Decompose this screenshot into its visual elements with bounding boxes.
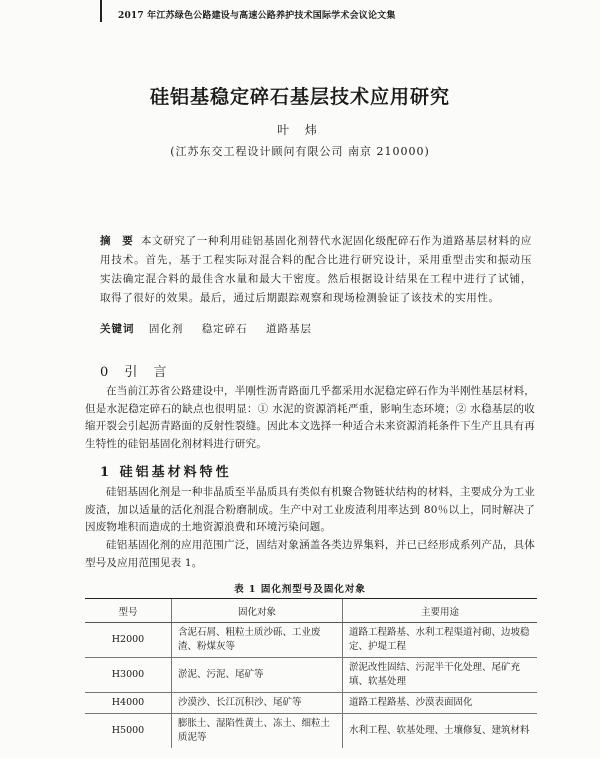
table-cell: 淤泥、污泥、尾矿等 [172, 658, 343, 693]
body-paragraph [85, 484, 535, 537]
body-paragraph [85, 537, 535, 572]
table-cell: 膨胀土、湿陷性黄土、冻土、细粒土质泥等 [172, 714, 343, 749]
table-cell: H2000 [85, 623, 172, 658]
table-row [85, 658, 537, 693]
table-cell: 道路工程路基、水利工程渠道衬砌、边坡稳定、护堤工程 [343, 623, 538, 658]
section-heading-intro: 0 引 言 [100, 365, 173, 380]
paragraph-text: 在当前江苏省公路建设中，半刚性沥青路面几乎都采用水泥稳定碎石作为半刚性基层材料，但是水泥稳定碎石的缺点也很明显：① 水泥的资源消耗严重，影响生态环境；② 水稳基层的收缩开裂会引起沥青路面的反射性裂缝。因此本文选择一种适合未来资源消耗条件下生产且具有再生特性的硅铝基固化剂材料进行研究。 [85, 385, 535, 450]
table-cell: 淤泥改性固结、污泥半干化处理、尾矿充填、软基处理 [343, 658, 538, 693]
section-heading-materials: 1 硅铝基材料特性 [100, 465, 232, 480]
column-header: 固化对象 [172, 599, 343, 623]
table-cell: 道路工程路基、沙漠表面固化 [343, 693, 538, 714]
table-cell: H4000 [85, 693, 172, 714]
column-header: 主要用途 [343, 599, 538, 623]
keyword-item: 道路基层 [266, 323, 313, 335]
abstract-label: 摘 要 [100, 235, 137, 247]
column-header: 型号 [85, 599, 172, 623]
keyword-item: 固化剂 [148, 323, 184, 335]
table-cell: H3000 [85, 658, 172, 693]
running-header [38, 0, 578, 22]
table-header-row [85, 599, 537, 623]
table-row [85, 623, 537, 658]
keyword-item: 稳定碎石 [201, 323, 248, 335]
paragraph-text: 硅铝基固化剂的应用范围广泛，固结对象涵盖各类边界集料，并已已经形成系列产品，具体型号及应用范围见表 1。 [85, 539, 535, 569]
running-title: 2017 年江苏绿色公路建设与高速公路养护技术国际学术会议论文集 [118, 11, 396, 21]
keywords [100, 321, 532, 336]
author-name: 叶 炜 [277, 123, 323, 137]
data-table [85, 598, 537, 748]
paragraph-text: 硅铝基固化剂是一种非晶质至半晶质具有类似有机聚合物链状结构的材料，主要成分为工业废渣，加以适量的活化剂混合粉磨制成。生产中对工业废渣利用率达到 80％以上，同时解决了因废物堆积而造成的土地资源浪费和环境污染问题。 [85, 486, 535, 533]
table-cell: 水利工程、软基处理、土壤修复、建筑材料 [343, 714, 538, 749]
abstract [100, 232, 532, 308]
table-caption: 表 1 固化剂型号及固化对象 [234, 584, 366, 595]
header-rule [100, 0, 102, 22]
table-row [85, 714, 537, 749]
table-cell: 含泥石屑、粗粒土质沙砾、工业废渣、粉煤灰等 [172, 623, 343, 658]
table-cell: 沙漠沙、长江沉积沙、尾矿等 [172, 693, 343, 714]
table-row [85, 693, 537, 714]
body-paragraph [85, 383, 535, 453]
author-affiliation: (江苏东交工程设计顾问有限公司 南京 210000) [170, 145, 430, 158]
table-cell: H5000 [85, 714, 172, 749]
keywords-label: 关键词 [100, 323, 135, 335]
abstract-text: 本文研究了一种利用硅铝基固化剂替代水泥固化级配碎石作为道路基层材料的应用技术。首先，基于工程实际对混合料的配合比进行研究设计，采用重型击实和振动压实法确定混合料的最佳含水量和最大干密度。然后根据设计结果在工程中进行了试铺，取得了很好的效果。最后，通过后期跟踪观察和现场检测验证了该技术的实用性。 [100, 235, 533, 304]
article-title: 硅铝基稳定碎石基层技术应用研究 [149, 86, 450, 108]
